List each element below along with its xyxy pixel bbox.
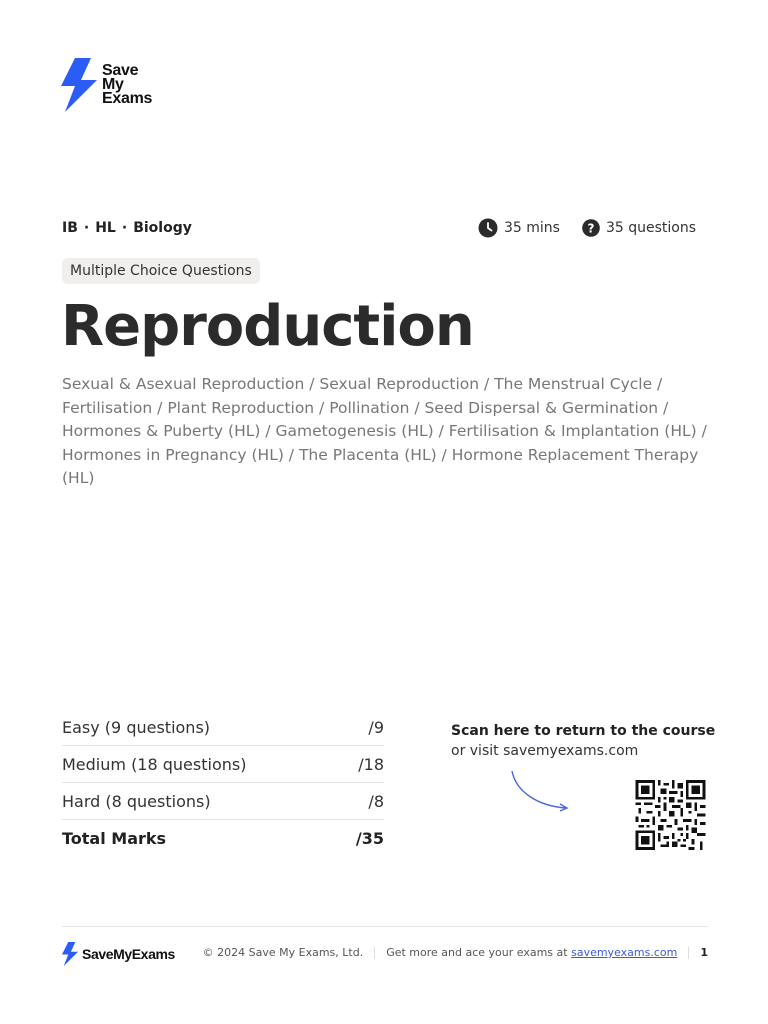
marks-row-medium [62, 746, 384, 783]
total-label: Total Marks [62, 828, 167, 848]
question-circle-icon [582, 219, 600, 237]
page-number: 1 [700, 946, 708, 959]
copyright-text: © 2024 Save My Exams, Ltd. [202, 946, 364, 959]
clock-icon [478, 218, 498, 238]
lightning-bolt-icon [61, 58, 97, 112]
qr-code[interactable] [634, 780, 707, 850]
marks-row-value: /18 [358, 754, 384, 774]
meta-row [62, 218, 708, 238]
marks-row-label: Hard (8 questions) [62, 791, 211, 811]
breadcrumb: IB · HL · Biology [62, 220, 192, 236]
footer [62, 926, 708, 981]
questions-stat [582, 219, 696, 237]
footer-info [203, 946, 708, 959]
marks-row-label: Medium (18 questions) [62, 754, 247, 774]
divider [688, 947, 689, 959]
logo-wordmark: Save My Exams [102, 62, 153, 107]
topic-list: Sexual & Asexual Reproduction / Sexual Reproduction / The Menstrual Cycle / Fertilisation / Plant Reproduction / Pollination / Seed Dispersal & Germination / Hormones & Puberty (HL) / Gametogenesis (HL) / Fertilisation & Implantation (HL) / Hormones in Pregnancy (HL) / The Placenta (HL) / Hormone Replacement Therapy (HL) [62, 375, 707, 487]
questions-value: 35 questions [605, 220, 696, 236]
time-stat [478, 218, 560, 238]
lightning-bolt-icon [62, 942, 78, 966]
page-title: Reproduction [61, 294, 474, 359]
marks-row-value: /8 [368, 791, 384, 811]
scan-title: Scan here to return to the course [451, 723, 716, 739]
brand-logo [61, 58, 152, 112]
marks-row-label: Easy (9 questions) [62, 717, 211, 737]
exam-stats [456, 218, 696, 238]
marks-row-value: /9 [368, 717, 384, 737]
svg-text:?: ? [587, 221, 595, 236]
marks-row-total [62, 820, 384, 856]
curved-arrow-icon [508, 768, 572, 814]
total-value: /35 [355, 828, 384, 848]
breadcrumb-level: HL [95, 220, 116, 236]
footer-logo [62, 942, 175, 966]
footer-cta: Get more and ace your exams at savemyexams.com [386, 946, 678, 959]
footer-link[interactable]: savemyexams.com [571, 946, 678, 959]
time-value: 35 mins [503, 220, 560, 236]
marks-table [62, 709, 384, 856]
marks-row-hard [62, 783, 384, 820]
marks-row-easy [62, 709, 384, 746]
breadcrumb-board: IB [62, 220, 78, 236]
scan-subtitle: or visit savemyexams.com [451, 743, 639, 759]
question-type-badge: Multiple Choice Questions [62, 258, 260, 284]
scan-callout [451, 723, 721, 759]
footer-brand-name: SaveMyExams [82, 946, 175, 962]
breadcrumb-subject: Biology [133, 220, 192, 236]
divider [374, 947, 375, 959]
